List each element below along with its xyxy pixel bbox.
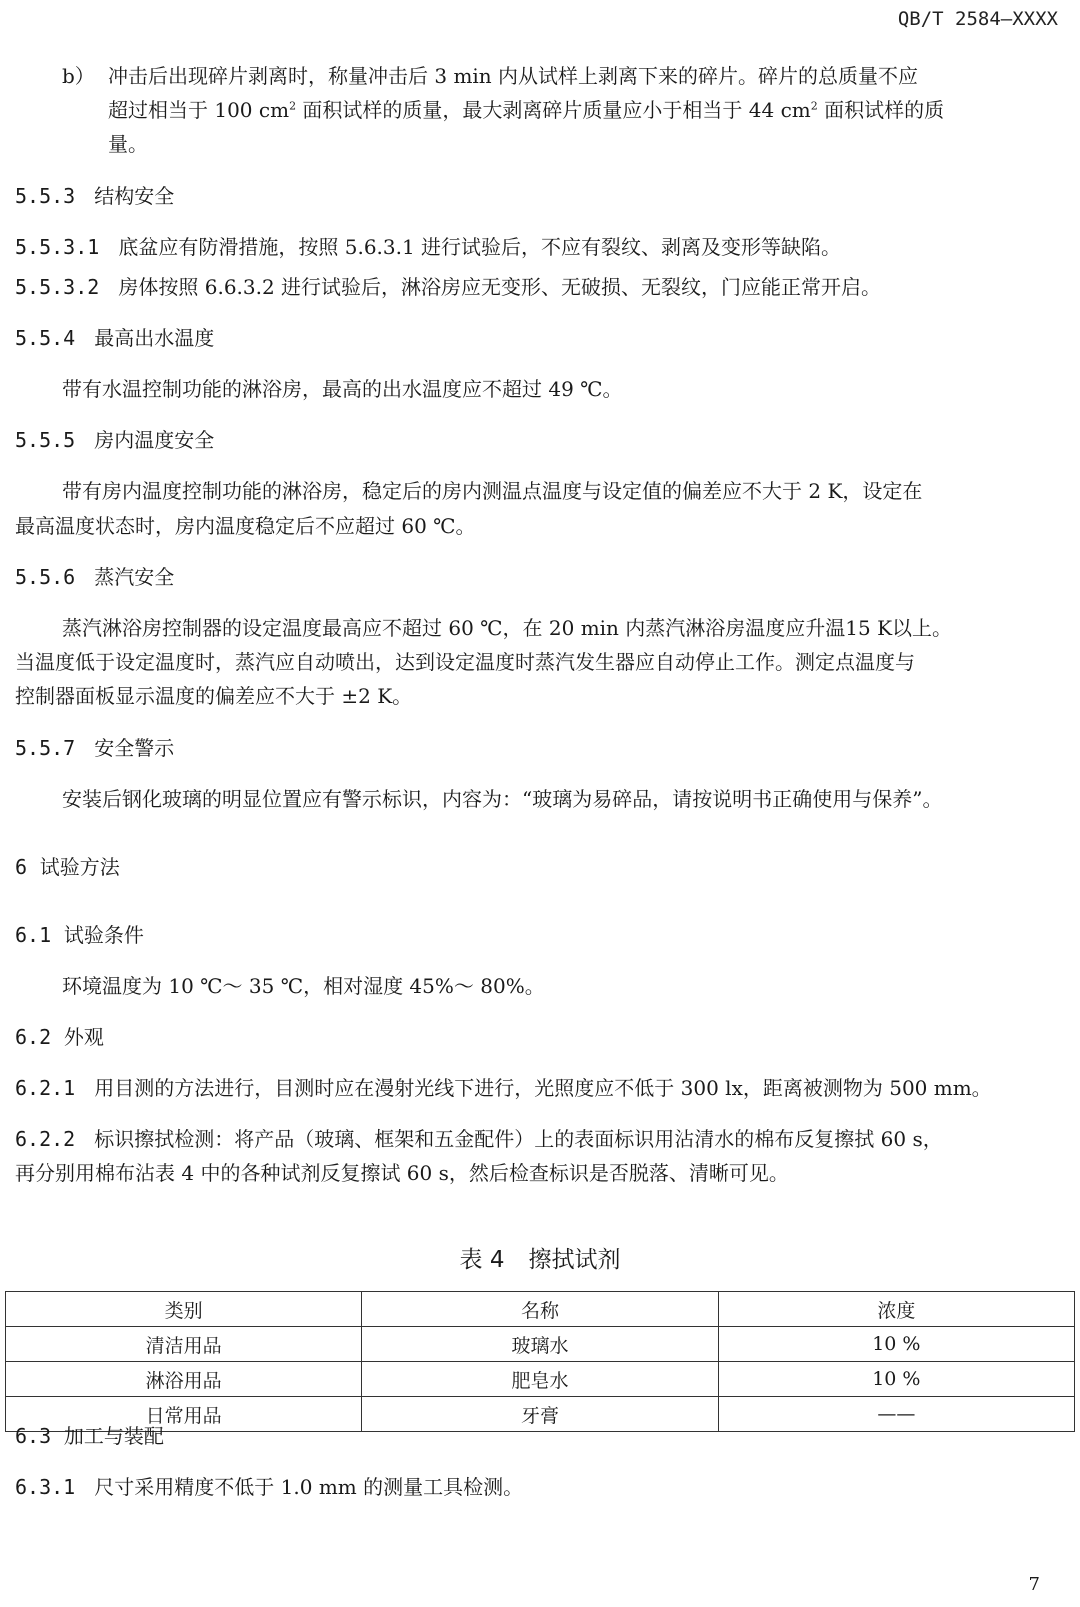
paragraph-5-5-7: 安装后钢化玻璃的明显位置应有警示标识，内容为：“玻璃为易碎品，请按说明书正确使用与保养”。 [62,787,943,811]
item-b-line-1: 冲击后出现碎片剥离时，称量冲击后 3 min 内从试样上剥离下来的碎片。碎片的总质量不应 [108,64,919,88]
paragraph-5-5-6-line-1: 蒸汽淋浴房控制器的设定温度最高应不超过 60 ℃，在 20 min 内蒸汽淋浴房温度应升温15 K以上。 [62,616,953,640]
clause-6-2-2-line-1: 6.2.2 标识擦拭检测：将产品（玻璃、框架和五金配件）上的表面标识用沾清水的棉布反复擦拭 60 s， [15,1127,943,1151]
table-cell: 肥皂水 [362,1362,718,1397]
clause-6-2-2-line-2: 再分别用棉布沾表 4 中的各种试剂反复擦试 60 s，然后检查标识是否脱落、清晰可见。 [15,1161,789,1185]
item-b-marker: b） [62,64,95,88]
table-row [6,1397,1075,1432]
clause-6-3-1: 6.3.1 尺寸采用精度不低于 1.0 mm 的测量工具检测。 [15,1475,524,1499]
table-cell: 玻璃水 [362,1327,718,1362]
table-cell: —— [718,1397,1074,1432]
heading-5-5-3: 5.5.3 结构安全 [15,184,175,208]
table-header-cell: 名称 [362,1292,718,1327]
item-b-line-3: 量。 [108,132,148,156]
heading-5-5-4: 5.5.4 最高出水温度 [15,326,215,350]
clause-6-2-1: 6.2.1 用目测的方法进行，目测时应在漫射光线下进行，光照度应不低于 300 lx，距离被测物为 500 mm。 [15,1076,992,1100]
table-cell: 牙膏 [362,1397,718,1432]
standard-header: QB/T 2584—XXXX [897,8,1058,30]
table-4-caption: 表 4 擦拭试剂 [459,1247,621,1273]
table-cell: 10 % [718,1327,1074,1362]
paragraph-5-5-5-line-2: 最高温度状态时，房内温度稳定后不应超过 60 ℃。 [15,514,476,538]
clause-5-5-3-1: 5.5.3.1 底盆应有防滑措施，按照 5.6.3.1 进行试验后，不应有裂纹、剥离及变形等缺陷。 [15,235,842,259]
heading-6-3: 6.3 加工与装配 [15,1424,164,1448]
table-header-cell: 类别 [6,1292,362,1327]
heading-5-5-6: 5.5.6 蒸汽安全 [15,565,175,589]
table-cell: 日常用品 [6,1397,362,1432]
table-row [6,1327,1075,1362]
heading-6-2: 6.2 外观 [15,1025,104,1049]
clause-5-5-3-2: 5.5.3.2 房体按照 6.6.3.2 进行试验后，淋浴房应无变形、无破损、无裂纹，门应能正常开启。 [15,275,882,299]
table-cell: 10 % [718,1362,1074,1397]
paragraph-5-5-6-line-2: 当温度低于设定温度时，蒸汽应自动喷出，达到设定温度时蒸汽发生器应自动停止工作。测定点温度与 [15,650,915,674]
paragraph-5-5-5-line-1: 带有房内温度控制功能的淋浴房，稳定后的房内测温点温度与设定值的偏差应不大于 2 K，设定在 [62,479,923,503]
heading-6-1: 6.1 试验条件 [15,923,144,947]
heading-5-5-5: 5.5.5 房内温度安全 [15,428,215,452]
table-row [6,1362,1075,1397]
heading-5-5-7: 5.5.7 安全警示 [15,736,175,760]
paragraph-5-5-6-line-3: 控制器面板显示温度的偏差应不大于 ±2 K。 [15,684,413,708]
page-number: 7 [1028,1574,1040,1595]
table-cell: 淋浴用品 [6,1362,362,1397]
heading-6: 6 试验方法 [15,855,120,879]
table-header-row [6,1292,1075,1327]
paragraph-6-1: 环境温度为 10 ℃～ 35 ℃，相对湿度 45%～ 80%。 [62,974,545,998]
item-b-line-2: 超过相当于 100 $cm^2$ 面积试样的质量，最大剥离碎片质量应小于相当于 44 $cm^2$ 面积试样的质 [108,98,945,122]
table-cell: 清洁用品 [6,1327,362,1362]
table-header-cell: 浓度 [718,1292,1074,1327]
table-4 [5,1291,1075,1432]
paragraph-5-5-4: 带有水温控制功能的淋浴房，最高的出水温度应不超过 49 ℃。 [62,377,623,401]
